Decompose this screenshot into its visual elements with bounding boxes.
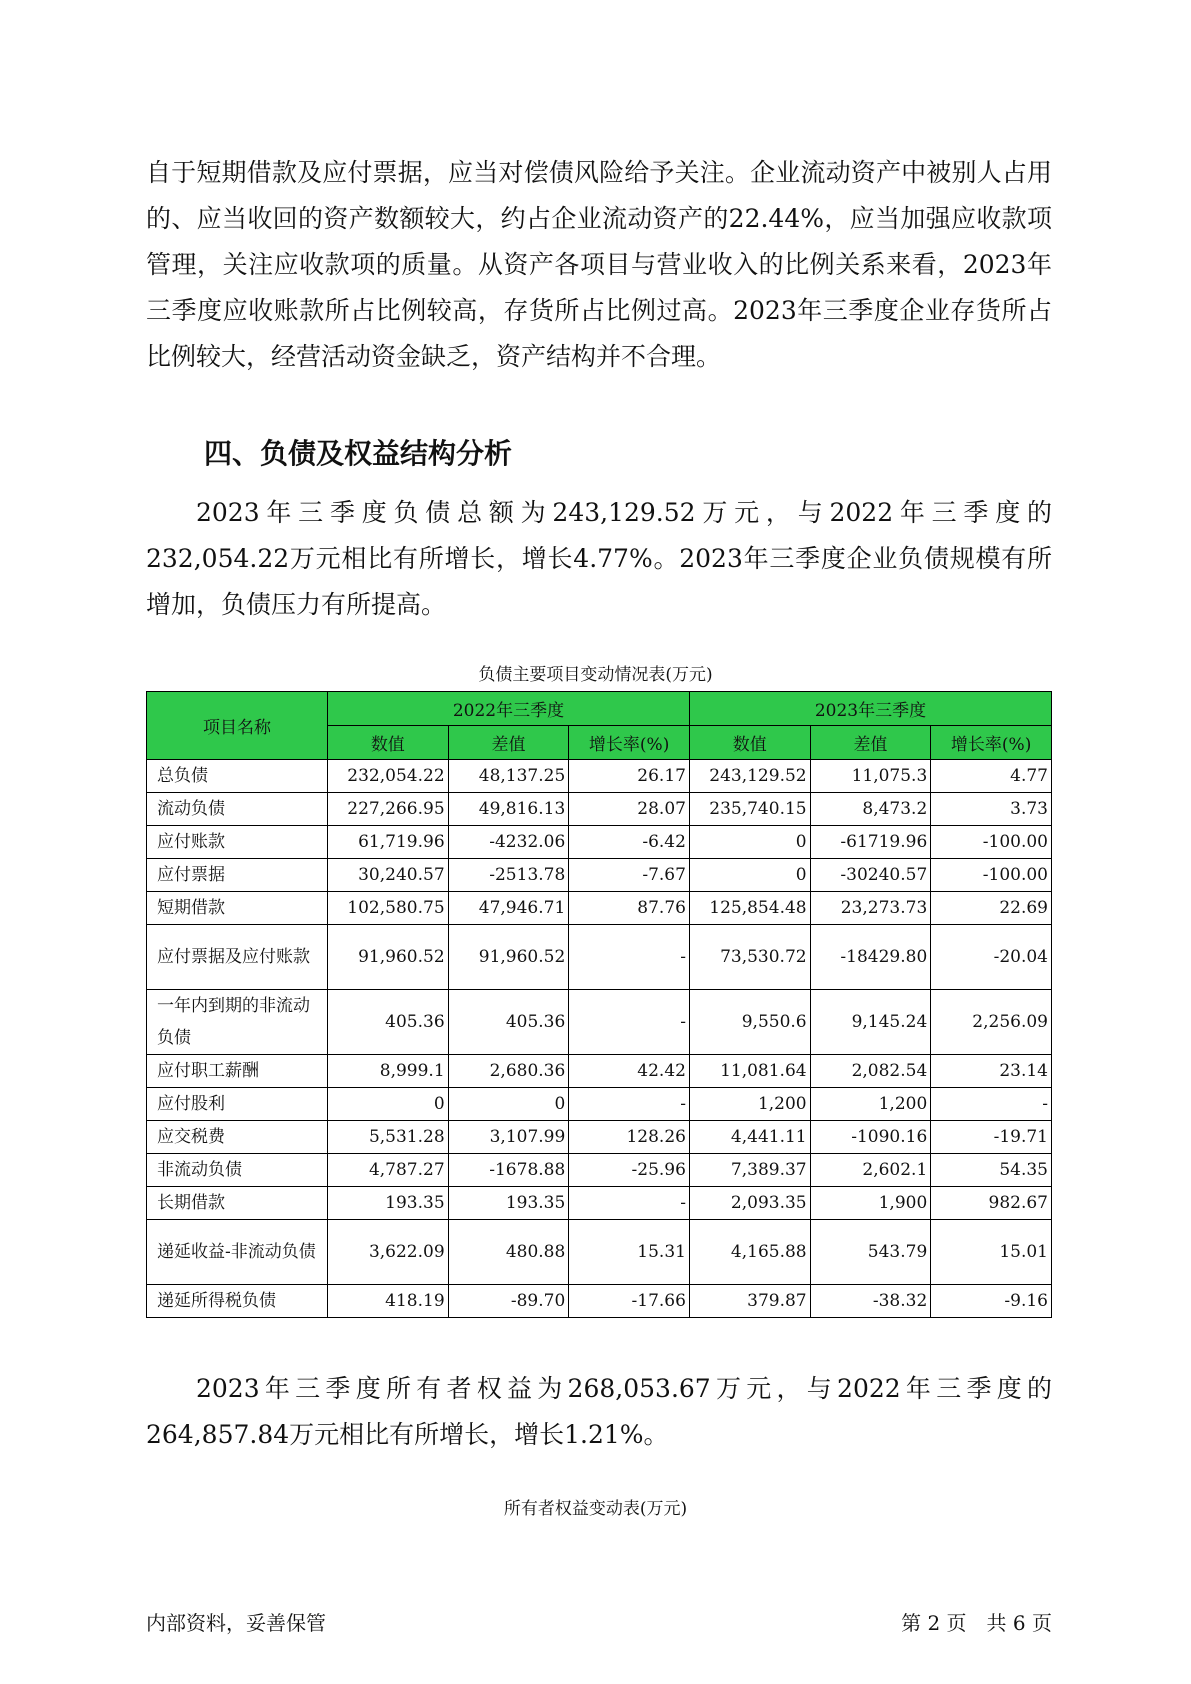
intro-paragraph: 自于短期借款及应付票据，应当对偿债风险给予关注。企业流动资产中被别人占用的、应当收回的资产数额较大，约占企业流动资产的22.44%，应当加强应收款项管理，关注应收款项的质量。从资产各项目与营业收入的比例关系来看，2023年三季度应收账款所占比例较高，存货所占比例过高。2023年三季度企业存货所占比例较大，经营活动资金缺乏，资产结构并不合理。 <box>146 158 1052 371</box>
cell-growth-2022: - <box>569 990 690 1055</box>
cell-diff-2023: 9,145.24 <box>810 990 931 1055</box>
cell-diff-2022: -1678.88 <box>448 1154 569 1187</box>
cell-value-2023: 4,441.11 <box>689 1121 810 1154</box>
cell-growth-2023: -100.00 <box>931 826 1052 859</box>
cell-growth-2023: 23.14 <box>931 1055 1052 1088</box>
cell-diff-2022: 193.35 <box>448 1187 569 1220</box>
header-diff-2023: 差值 <box>810 726 931 760</box>
cell-growth-2022: - <box>569 1187 690 1220</box>
cell-diff-2022: 3,107.99 <box>448 1121 569 1154</box>
cell-value-2022: 227,266.95 <box>327 793 448 826</box>
cell-value-2023: 235,740.15 <box>689 793 810 826</box>
row-name: 总负债 <box>147 760 328 793</box>
header-value-2022: 数值 <box>327 726 448 760</box>
table-row <box>147 1055 1052 1088</box>
cell-value-2023: 9,550.6 <box>689 990 810 1055</box>
cell-value-2023: 73,530.72 <box>689 925 810 990</box>
cell-diff-2023: 2,602.1 <box>810 1154 931 1187</box>
cell-value-2023: 0 <box>689 859 810 892</box>
table-row <box>147 826 1052 859</box>
header-growth-2023: 增长率(%) <box>931 726 1052 760</box>
liability-table <box>146 691 1052 1318</box>
cell-diff-2022: 47,946.71 <box>448 892 569 925</box>
cell-growth-2022: -6.42 <box>569 826 690 859</box>
cell-growth-2023: 54.35 <box>931 1154 1052 1187</box>
row-name: 应付职工薪酬 <box>147 1055 328 1088</box>
cell-diff-2023: 11,075.3 <box>810 760 931 793</box>
row-name: 流动负债 <box>147 793 328 826</box>
header-item-name: 项目名称 <box>147 692 328 760</box>
table-row <box>147 1154 1052 1187</box>
cell-diff-2022: 49,816.13 <box>448 793 569 826</box>
cell-value-2023: 243,129.52 <box>689 760 810 793</box>
table-row <box>147 925 1052 990</box>
section-heading: 四、负债及权益结构分析 <box>204 437 513 470</box>
cell-diff-2022: 0 <box>448 1088 569 1121</box>
cell-growth-2023: 22.69 <box>931 892 1052 925</box>
cell-growth-2023: - <box>931 1088 1052 1121</box>
cell-diff-2023: 2,082.54 <box>810 1055 931 1088</box>
cell-growth-2022: -17.66 <box>569 1285 690 1318</box>
cell-growth-2023: -100.00 <box>931 859 1052 892</box>
cell-growth-2022: 15.31 <box>569 1220 690 1285</box>
cell-growth-2022: 26.17 <box>569 760 690 793</box>
cell-value-2023: 7,389.37 <box>689 1154 810 1187</box>
cell-diff-2022: 91,960.52 <box>448 925 569 990</box>
cell-diff-2022: 480.88 <box>448 1220 569 1285</box>
cell-value-2023: 11,081.64 <box>689 1055 810 1088</box>
cell-value-2022: 193.35 <box>327 1187 448 1220</box>
cell-diff-2022: -89.70 <box>448 1285 569 1318</box>
cell-diff-2023: -18429.80 <box>810 925 931 990</box>
row-name: 应付股利 <box>147 1088 328 1121</box>
cell-diff-2023: -61719.96 <box>810 826 931 859</box>
equity-paragraph: 2023年三季度所有者权益为268,053.67万元，与2022年三季度的264,857.84万元相比有所增长，增长1.21%。 <box>146 1374 1052 1449</box>
cell-value-2022: 91,960.52 <box>327 925 448 990</box>
cell-growth-2023: 2,256.09 <box>931 990 1052 1055</box>
cell-value-2022: 8,999.1 <box>327 1055 448 1088</box>
row-name: 递延所得税负债 <box>147 1285 328 1318</box>
table-caption: 负债主要项目变动情况表(万元) <box>478 665 713 685</box>
cell-value-2022: 418.19 <box>327 1285 448 1318</box>
header-value-2023: 数值 <box>689 726 810 760</box>
footer-confidential: 内部资料，妥善保管 <box>146 1611 326 1635</box>
cell-value-2023: 125,854.48 <box>689 892 810 925</box>
footer-page-number: 第 2 页 共 6 页 <box>901 1611 1052 1635</box>
cell-growth-2022: 87.76 <box>569 892 690 925</box>
row-name: 应交税费 <box>147 1121 328 1154</box>
row-name: 短期借款 <box>147 892 328 925</box>
cell-value-2022: 102,580.75 <box>327 892 448 925</box>
table-body <box>147 760 1052 1318</box>
cell-diff-2022: 2,680.36 <box>448 1055 569 1088</box>
row-name: 递延收益-非流动负债 <box>147 1220 328 1285</box>
header-diff-2022: 差值 <box>448 726 569 760</box>
table-row <box>147 793 1052 826</box>
cell-diff-2023: 8,473.2 <box>810 793 931 826</box>
equity-table-caption: 所有者权益变动表(万元) <box>503 1499 688 1519</box>
cell-growth-2022: 42.42 <box>569 1055 690 1088</box>
cell-growth-2022: - <box>569 925 690 990</box>
table-row <box>147 1088 1052 1121</box>
cell-diff-2022: -4232.06 <box>448 826 569 859</box>
table-row <box>147 1220 1052 1285</box>
cell-value-2023: 2,093.35 <box>689 1187 810 1220</box>
cell-diff-2023: 1,900 <box>810 1187 931 1220</box>
table-row <box>147 1285 1052 1318</box>
cell-growth-2022: 128.26 <box>569 1121 690 1154</box>
table-row <box>147 990 1052 1055</box>
cell-value-2022: 0 <box>327 1088 448 1121</box>
cell-value-2022: 405.36 <box>327 990 448 1055</box>
table-row <box>147 1121 1052 1154</box>
cell-growth-2023: 4.77 <box>931 760 1052 793</box>
row-name: 一年内到期的非流动负债 <box>147 990 328 1055</box>
cell-value-2022: 232,054.22 <box>327 760 448 793</box>
row-name: 应付票据 <box>147 859 328 892</box>
cell-value-2022: 30,240.57 <box>327 859 448 892</box>
cell-value-2023: 1,200 <box>689 1088 810 1121</box>
row-name: 应付票据及应付账款 <box>147 925 328 990</box>
cell-growth-2022: -7.67 <box>569 859 690 892</box>
cell-value-2022: 61,719.96 <box>327 826 448 859</box>
cell-value-2023: 4,165.88 <box>689 1220 810 1285</box>
cell-diff-2023: -1090.16 <box>810 1121 931 1154</box>
header-2022: 2022年三季度 <box>327 692 689 726</box>
header-2023: 2023年三季度 <box>689 692 1051 726</box>
cell-growth-2023: -9.16 <box>931 1285 1052 1318</box>
cell-value-2022: 3,622.09 <box>327 1220 448 1285</box>
cell-growth-2023: -20.04 <box>931 925 1052 990</box>
table-row <box>147 892 1052 925</box>
cell-growth-2022: -25.96 <box>569 1154 690 1187</box>
cell-growth-2022: 28.07 <box>569 793 690 826</box>
table-row <box>147 859 1052 892</box>
cell-diff-2023: 23,273.73 <box>810 892 931 925</box>
cell-growth-2023: 982.67 <box>931 1187 1052 1220</box>
table-row <box>147 1187 1052 1220</box>
row-name: 应付账款 <box>147 826 328 859</box>
cell-diff-2023: -38.32 <box>810 1285 931 1318</box>
cell-growth-2023: 3.73 <box>931 793 1052 826</box>
cell-growth-2023: -19.71 <box>931 1121 1052 1154</box>
header-growth-2022: 增长率(%) <box>569 726 690 760</box>
cell-value-2022: 5,531.28 <box>327 1121 448 1154</box>
cell-value-2022: 4,787.27 <box>327 1154 448 1187</box>
liability-paragraph: 2023年三季度负债总额为243,129.52万元，与2022年三季度的232,054.22万元相比有所增长，增长4.77%。2023年三季度企业负债规模有所增加，负债压力有所提高。 <box>146 498 1052 619</box>
row-name: 长期借款 <box>147 1187 328 1220</box>
cell-growth-2022: - <box>569 1088 690 1121</box>
cell-diff-2023: 1,200 <box>810 1088 931 1121</box>
cell-growth-2023: 15.01 <box>931 1220 1052 1285</box>
cell-diff-2022: 405.36 <box>448 990 569 1055</box>
cell-diff-2023: -30240.57 <box>810 859 931 892</box>
table-row <box>147 760 1052 793</box>
cell-diff-2022: 48,137.25 <box>448 760 569 793</box>
row-name: 非流动负债 <box>147 1154 328 1187</box>
cell-diff-2023: 543.79 <box>810 1220 931 1285</box>
cell-diff-2022: -2513.78 <box>448 859 569 892</box>
cell-value-2023: 0 <box>689 826 810 859</box>
cell-value-2023: 379.87 <box>689 1285 810 1318</box>
